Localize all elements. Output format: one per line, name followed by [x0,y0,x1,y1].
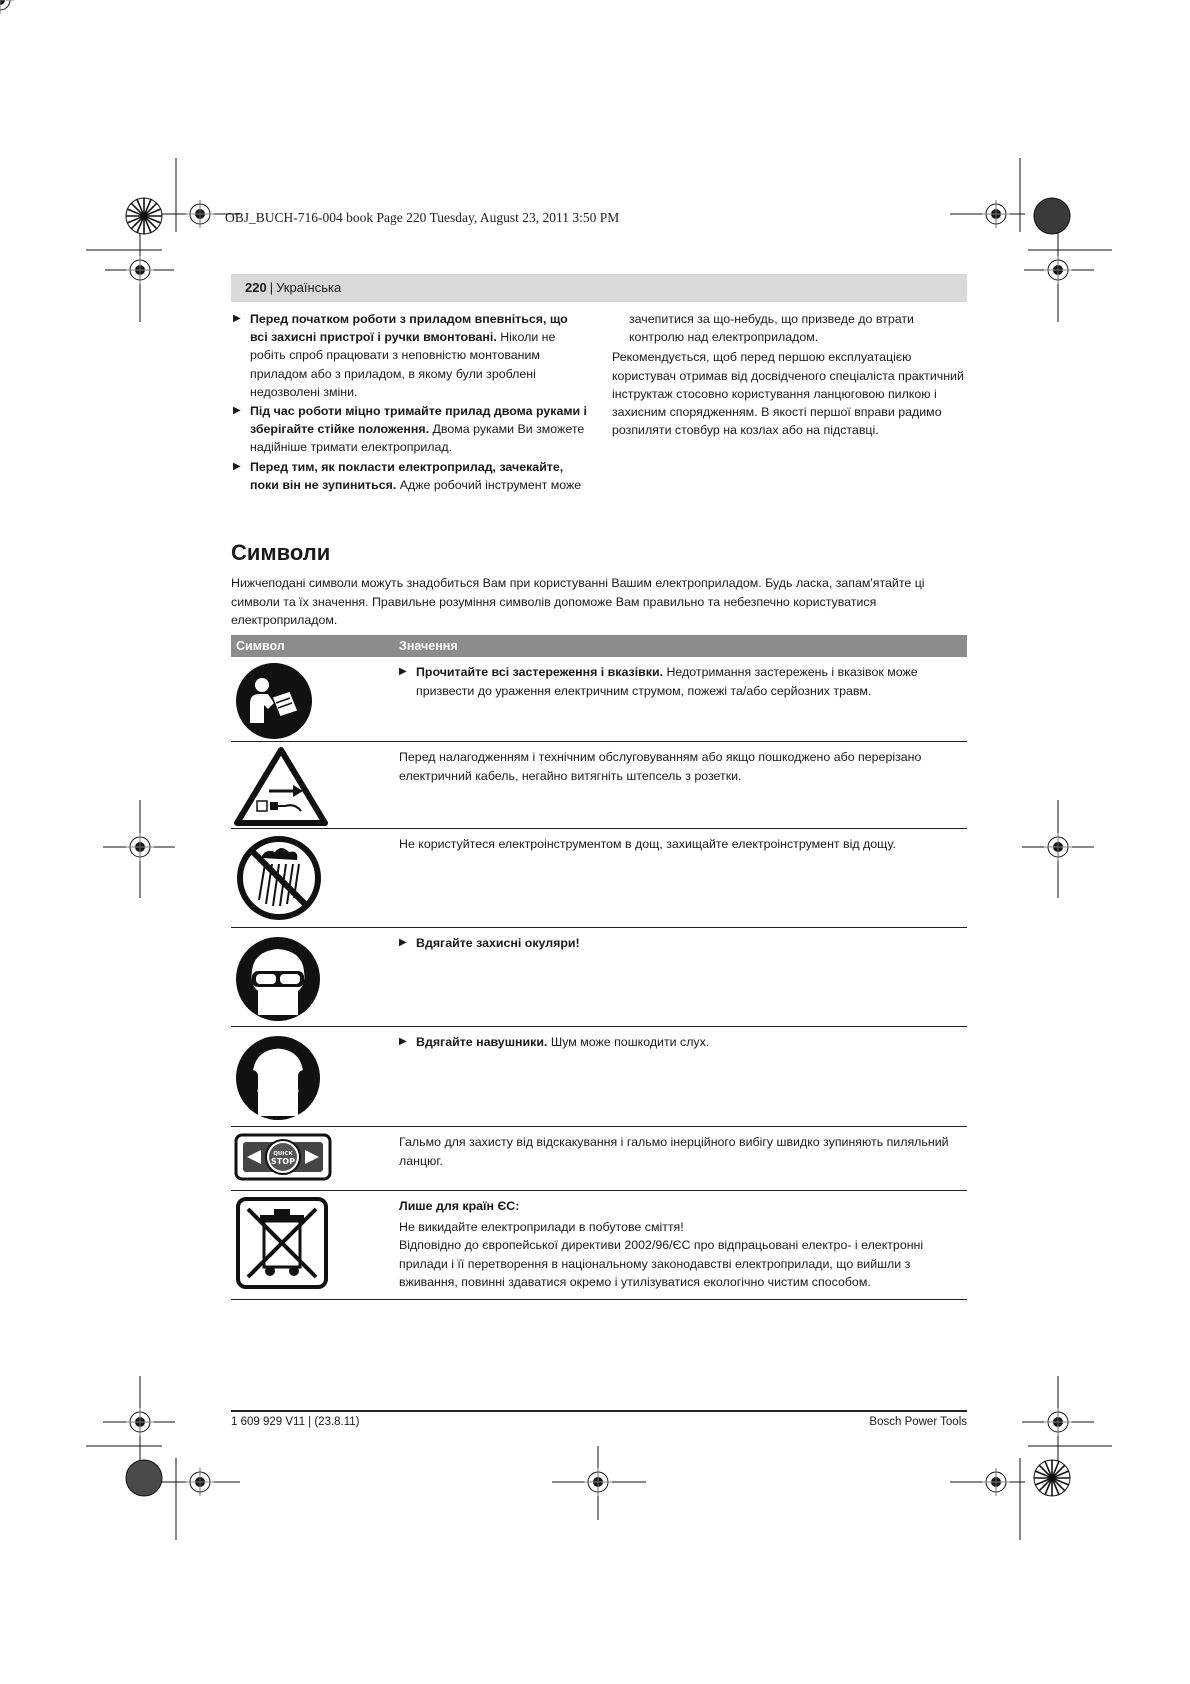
continuation-text: зачепитися за що-небудь, що призведе до втрати контролю над електроприладом. [629,312,914,345]
table-row [231,1191,967,1300]
quick-stop-icon [231,1132,331,1187]
no-rain-icon [231,831,331,927]
safety-bullet: ▶ Перед тим, як покласти електроприлад, зачекайте, поки він не зупиниться. Адже робочий інструмент може [233,459,582,492]
language-label: Українська [276,280,342,295]
safety-bullet: ▶ Під час роботи міцно тримайте прилад двома руками і зберігайте стійке положення. Двома руками Ви зможете надійніше тримати електроприлад. [233,404,587,455]
table-row [231,928,967,1027]
symbol-meaning: Недотримання застережень і вказівок може призвести до ураження електричним струмом, пожежі та/або серйозних травм. [416,665,918,698]
table-row [231,742,967,829]
footer-brand: Bosch Power Tools [869,1416,967,1428]
print-slug: OBJ_BUCH-716-004 book Page 220 Tuesday, August 23, 2011 3:50 PM [225,210,620,225]
symbol-meaning: Не користуйтеся електроінструментом в дощ, захищайте електроінструмент від дощу. [399,837,896,851]
color-bar-mark [126,1460,162,1496]
table-row [231,829,967,928]
recommendation-paragraph: Рекомендується, щоб перед першою експлуатацією користувач отримав від досвідченого спеціаліста практичний інструктаж стосовно користування ланцюговою пилкою і захисним спорядженням. В якості першої вправи радимо розпиляти стовбур на козлах або на підставці. [612,350,964,438]
safety-bullet: ▶ Перед початком роботи з приладом впевніться, що всі захисні пристрої і ручки вмонтовані. Ніколи не робіть спроб працювати з неповністю монтованим приладом або з приладом, в якому були зроблені недозволені зміни. [233,312,568,399]
unplug-warning-icon [231,744,331,832]
table-row [231,1127,967,1191]
weee-bin-icon [231,1195,331,1296]
section-intro: Нижчеподані символи можуть знадобиться Вам при користуванні Вашим електроприладом. Будь ласка, запам'ятайте ці символи та їх значення. Правильне розуміння символів допоможе Вам правильно та небезпечно користуватися електроприладом. [231,576,925,627]
bullet-arrow-icon: ▶ [233,460,241,472]
read-manual-icon [231,659,331,746]
page-number: 220 [245,280,267,295]
footer-rule [231,1410,967,1412]
symbol-meaning: Гальмо для захисту від відскакування і гальмо інерційного вибігу швидко зупиняють пиляльний ланцюг. [399,1135,949,1168]
symbol-meaning-bold: Вдягайте захисні окуляри! [416,936,580,950]
column-header-meaning: Значення [399,639,458,653]
bullet-arrow-icon: ▶ [233,405,241,417]
header-separator: | [269,280,274,295]
starburst-mark [126,198,162,234]
page-header [231,274,967,302]
table-header [231,635,967,657]
footer-doc-number: 1 609 929 V11 | (23.8.11) [231,1416,360,1428]
color-bar-mark [1034,198,1070,234]
section-heading: Символи [231,540,331,565]
starburst-mark [1034,1460,1070,1496]
table-row [231,657,967,742]
ear-protection-icon [231,1029,331,1127]
safety-goggles-icon [231,930,331,1028]
symbols-table [231,635,967,1300]
left-column [233,310,588,495]
quick-stop-label-top: QUICK [273,1151,293,1157]
bullet-arrow-icon: ▶ [399,1036,407,1047]
column-header-symbol: Символ [236,639,285,653]
symbol-meaning: Перед налагодженням і технічним обслуговуванням або якщо пошкоджено або перерізано електричний кабель, негайно витягніть штепсель з розетки. [399,750,922,783]
symbol-meaning-bold: Прочитайте всі застереження і вказівки. [416,665,664,679]
right-column [612,310,967,439]
symbol-meaning-bold: Вдягайте навушники. [416,1035,548,1049]
bullet-arrow-icon: ▶ [233,313,241,324]
symbol-meaning-bold: Лише для країн ЄС: [399,1199,520,1213]
quick-stop-label-bottom: STOP [271,1157,295,1166]
bullet-arrow-icon: ▶ [399,937,407,948]
table-row [231,1027,967,1127]
symbol-meaning: Шум може пошкодити слух. [547,1035,710,1049]
bullet-arrow-icon: ▶ [399,666,407,677]
symbol-meaning: Не викидайте електроприлади в побутове сміття! [399,1219,684,1234]
symbol-meaning: Відповідно до європейської директиви 2002/96/ЄС про відпрацьовані електро- і електронні прилади і її перетворення в національному законодавстві електроприлади, що вийшли з вживання, повинні здаватися окремо і утилізуватися екологічно чистим способом. [399,1238,924,1289]
